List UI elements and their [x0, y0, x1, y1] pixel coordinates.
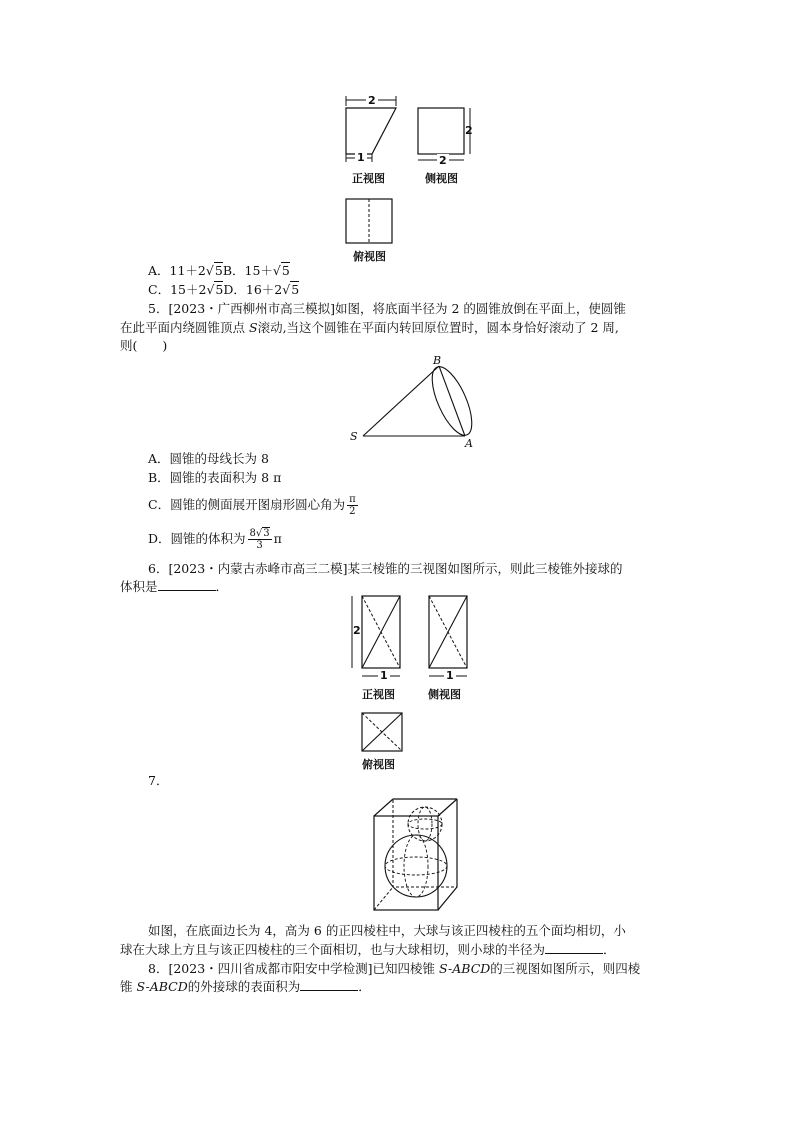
q4-options-ab: A．11＋2√5B．15＋√5	[148, 263, 290, 278]
q6-side-label: 侧视图	[428, 688, 461, 701]
q4-opt-a: A．11＋2	[148, 263, 206, 278]
q6-front-label: 正视图	[362, 688, 395, 701]
q4-top-view-figure	[342, 195, 398, 247]
q6-top-label: 俯视图	[362, 758, 395, 771]
q6-top-view-figure	[360, 711, 406, 753]
q5-stem-line1: 5．[2023・广西柳州市高三模拟]如图，将底面半径为 2 的圆锥放倒在平面上，使圆锥	[148, 301, 626, 316]
q4-front-top-dim: 2	[368, 94, 376, 107]
q4-side-right-dim: 2	[465, 124, 473, 137]
q5-stem-line2: 在此平面内绕圆锥顶点 S滚动,当这个圆锥在平面内转回原位置时，圆本身恰好滚动了 2 周,	[120, 320, 619, 335]
q6-front-bottom-dim: 1	[380, 669, 388, 682]
q5-opt-d: D．圆锥的体积为 $\frac{8√3}{3}$ π	[148, 528, 282, 551]
q8-stem-line2: 锥 S-ABCD的外接球的表面积为 ．	[120, 979, 371, 994]
q6-answer-blank	[158, 578, 216, 591]
q5-opt-b: B．圆锥的表面积为 8 π	[148, 470, 282, 485]
q5-point-s: S	[350, 430, 358, 443]
q8-answer-blank	[300, 978, 358, 991]
q6-front-left-dim: 2	[353, 624, 361, 637]
q4-side-label: 侧视图	[425, 172, 458, 185]
q7-answer-blank	[545, 941, 603, 954]
q4-opt-b: B．15＋	[222, 263, 273, 278]
q8-stem-line1: 8．[2023・四川省成都市阳安中学检测]已知四棱锥 S-ABCD的三视图如图所示，则四棱	[148, 961, 641, 976]
q5-opt-c: C．圆锥的侧面展开图扇形圆心角为 $\frac{\pi}{2}$	[148, 494, 356, 517]
q7-number: 7．	[148, 773, 169, 788]
q7-prism-spheres-figure	[370, 796, 466, 914]
q5-cone-figure	[345, 352, 485, 448]
q5-opt-d-fraction: $\frac{8√3}{3}$	[249, 528, 270, 551]
q6-front-view-figure	[346, 592, 408, 682]
q5-opt-a: A．圆锥的母线长为 8	[148, 451, 269, 466]
q7-stem-line1: 如图，在底面边长为 4，高为 6 的正四棱柱中，大球与该正四棱柱的五个面均相切，小	[148, 923, 626, 938]
q5-stem-line3: 则( )	[120, 338, 168, 353]
q6-stem-line1: 6．[2023・内蒙古赤峰市高三二模]某三棱锥的三视图如图所示，则此三棱锥外接球的	[148, 561, 623, 576]
q5-point-b: B	[433, 354, 442, 367]
q6-stem-line2: 体积是 ．	[120, 579, 229, 594]
q4-side-bottom-dim: 2	[439, 154, 447, 167]
q6-side-bottom-dim: 1	[446, 669, 454, 682]
q4-opt-c: C．15＋2	[148, 282, 207, 297]
q4-front-label: 正视图	[352, 172, 385, 185]
q5-opt-c-fraction: $\frac{\pi}{2}$	[349, 494, 356, 517]
q7-stem-line2: 球在大球上方且与该正四棱柱的三个面相切，也与大球相切，则小球的半径为 ．	[120, 942, 616, 957]
q4-options-cd: C．15＋2√5D．16＋2√5	[148, 282, 300, 297]
q4-top-label: 俯视图	[353, 250, 386, 263]
q4-front-bottom-dim: 1	[357, 151, 365, 164]
q4-opt-d: D．16＋2	[223, 282, 283, 297]
q5-point-a: A	[465, 437, 473, 450]
